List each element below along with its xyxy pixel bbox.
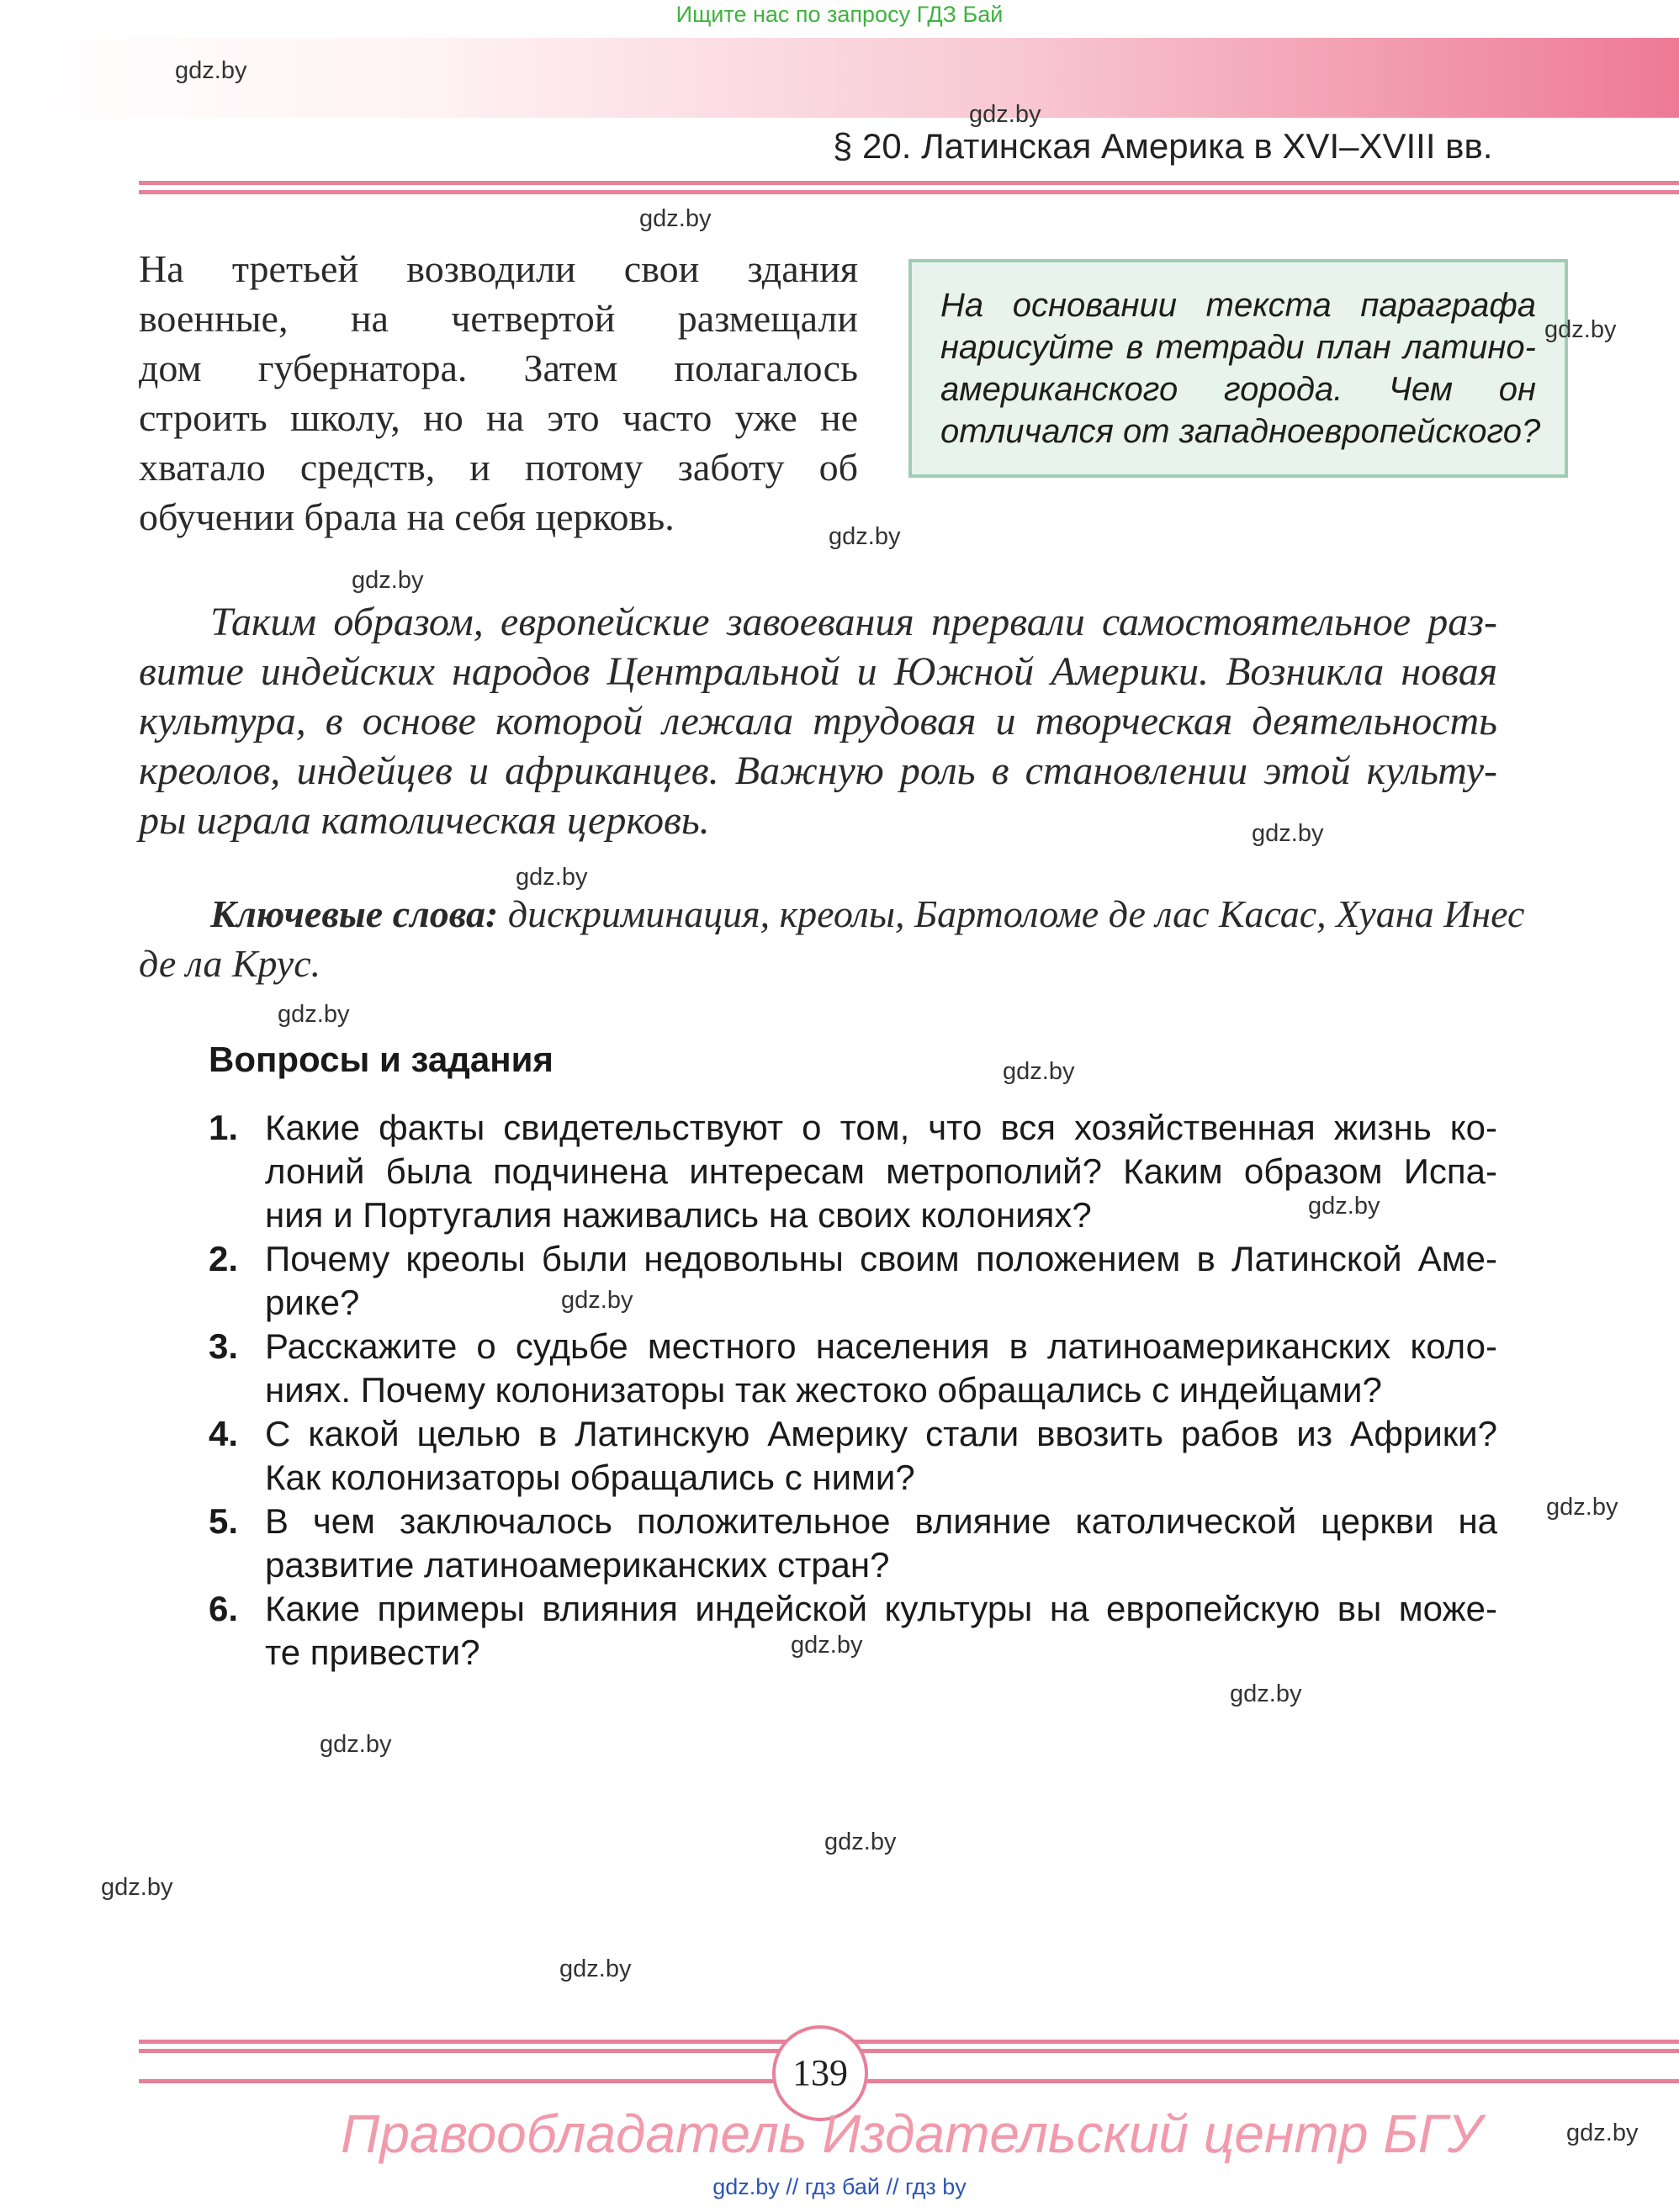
main-paragraph xyxy=(139,244,858,542)
question-number: 4. xyxy=(209,1414,239,1453)
text-line: дом губернатора. Затем полагалось xyxy=(139,347,858,389)
question-line: Расскажите о судьбе местного населения в латиноамериканских коло- xyxy=(265,1326,1497,1366)
conclusion-paragraph xyxy=(139,597,1497,845)
question-number: 6. xyxy=(209,1589,239,1628)
question-item xyxy=(202,1412,1497,1500)
question-line: развитие латиноамериканских стран? xyxy=(265,1545,890,1585)
text-line: креолов, индейцев и африканцев. Важную роль в становлении этой культу- xyxy=(139,749,1497,793)
watermark: gdz.by xyxy=(1566,2119,1639,2146)
watermark: gdz.by xyxy=(559,1955,632,1982)
question-number: 2. xyxy=(209,1239,239,1278)
question-item xyxy=(202,1325,1497,1412)
task-line: нарисуйте в тетради план латино- xyxy=(940,329,1536,366)
question-line: Какие примеры влияния индейской культуры на европейскую вы може- xyxy=(265,1589,1497,1628)
keywords-line xyxy=(139,889,1525,939)
watermark: gdz.by xyxy=(352,567,424,594)
question-number: 5. xyxy=(209,1501,239,1541)
watermark: gdz.by xyxy=(516,864,588,891)
question-number: 1. xyxy=(209,1108,239,1147)
question-line: Почему креолы были недовольны своим положением в Латинской Аме- xyxy=(265,1239,1497,1278)
question-line: те привести? xyxy=(265,1633,480,1672)
keywords-line: де ла Крус. xyxy=(139,942,321,985)
watermark: gdz.by xyxy=(278,1001,350,1028)
questions-list xyxy=(202,1106,1497,1675)
question-line: Как колонизаторы обращались с ними? xyxy=(265,1458,915,1497)
question-line: С какой целью в Латинскую Америку стали ввозить рабов из Африки? xyxy=(265,1414,1497,1453)
question-line: Какие факты свидетельствуют о том, что вся хозяйственная жизнь ко- xyxy=(265,1108,1497,1147)
watermark: gdz.by xyxy=(561,1287,633,1314)
keywords-label: Ключевые слова: xyxy=(210,892,499,935)
text-line: военные, на четвертой размещали xyxy=(139,297,858,340)
watermark: gdz.by xyxy=(791,1632,863,1659)
question-line: ниях. Почему колонизаторы так жестоко обращались с индейцами? xyxy=(265,1370,1382,1410)
footer-rule-top xyxy=(139,2040,1679,2044)
task-line: На основании текста параграфа xyxy=(940,287,1536,324)
watermark: gdz.by xyxy=(1308,1193,1380,1220)
question-line: рике? xyxy=(265,1283,360,1322)
section-title: § 20. Латинская Америка в XVI–XVIII вв. xyxy=(833,126,1493,166)
footer-links[interactable]: gdz.by // гдз бай // гдз by xyxy=(712,2174,967,2199)
footer-rule-mid xyxy=(139,2049,1679,2053)
watermark: gdz.by xyxy=(1544,316,1617,343)
question-item xyxy=(202,1587,1497,1675)
watermark: gdz.by xyxy=(969,101,1041,128)
keywords-list: дискриминация, креолы, Бартоломе де лас Касас, Хуана Инес xyxy=(507,892,1525,935)
task-box xyxy=(908,259,1568,478)
task-line: отличался от западноевропейского? xyxy=(940,413,1541,450)
text-line: витие индейских народов Центральной и Южной Америки. Возникла новая xyxy=(139,649,1497,694)
question-item xyxy=(202,1106,1497,1237)
question-number: 3. xyxy=(209,1326,239,1366)
text-line: обучении брала на себя церковь. xyxy=(139,495,675,538)
text-line: На третьей возводили свои здания xyxy=(139,247,858,290)
text-line: хватало средств, и потому заботу об xyxy=(139,446,858,489)
watermark: gdz.by xyxy=(1252,820,1324,847)
questions-heading: Вопросы и задания xyxy=(209,1040,553,1079)
page-number: 139 xyxy=(772,2025,868,2121)
question-line: ния и Португалия наживались на своих колониях? xyxy=(265,1195,1092,1235)
header-banner xyxy=(0,38,1679,118)
header-rule-top xyxy=(139,181,1679,185)
text-line: строить школу, но на это часто уже не xyxy=(139,396,858,439)
text-line: ры играла католическая церковь. xyxy=(139,798,710,843)
question-item xyxy=(202,1237,1497,1325)
watermark: gdz.by xyxy=(1546,1494,1618,1521)
text-line: культура, в основе которой лежала трудовая и творческая деятельность xyxy=(139,699,1497,744)
copyright-notice: Правообладатель Издательский центр БГУ xyxy=(341,2104,1482,2164)
question-line: В чем заключалось положительное влияние католической церкви на xyxy=(265,1501,1497,1541)
keywords-paragraph xyxy=(139,889,1525,988)
watermark: gdz.by xyxy=(1230,1680,1302,1707)
watermark: gdz.by xyxy=(824,1828,897,1855)
watermark: gdz.by xyxy=(320,1731,392,1758)
question-line: лоний была подчинена интересам метрополий? Каким образом Испа- xyxy=(265,1151,1497,1191)
watermark: gdz.by xyxy=(1003,1058,1075,1085)
watermark: gdz.by xyxy=(175,57,247,84)
search-hint: Ищите нас по запросу ГДЗ Бай xyxy=(675,2,1004,27)
footer-rule-bottom xyxy=(139,2079,1679,2083)
watermark: gdz.by xyxy=(101,1874,173,1901)
watermark: gdz.by xyxy=(639,205,712,232)
task-line: американского города. Чем он xyxy=(940,371,1536,408)
watermark: gdz.by xyxy=(829,523,901,550)
question-item xyxy=(202,1500,1497,1587)
text-line: Таким образом, европейские завоевания прервали самостоятельное раз- xyxy=(210,600,1497,644)
header-rule-bottom xyxy=(139,190,1679,194)
